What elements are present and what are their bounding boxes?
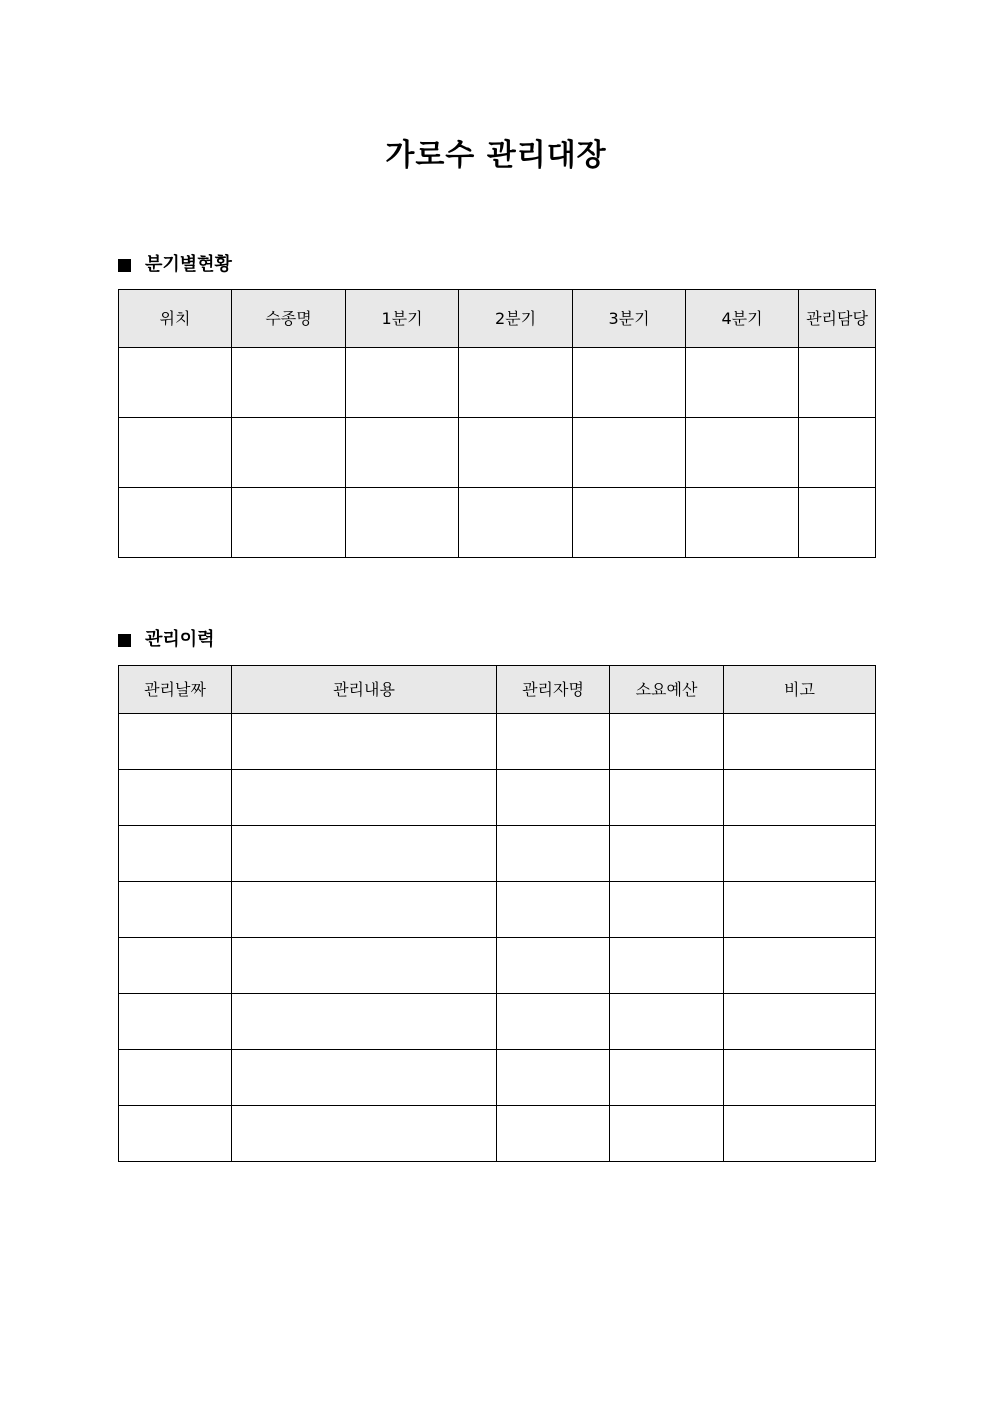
table-cell[interactable]: [497, 882, 610, 938]
table-cell[interactable]: [724, 882, 876, 938]
table-cell[interactable]: [724, 1050, 876, 1106]
table-cell[interactable]: [686, 348, 799, 418]
table-cell[interactable]: [119, 826, 232, 882]
table-row: [119, 994, 876, 1050]
column-header: 관리담당: [799, 290, 876, 348]
table-cell[interactable]: [232, 882, 497, 938]
table-cell[interactable]: [724, 714, 876, 770]
table-cell[interactable]: [232, 488, 346, 558]
table-cell[interactable]: [610, 770, 724, 826]
table-row: [119, 488, 876, 558]
column-header: 1분기: [346, 290, 459, 348]
table-cell[interactable]: [686, 418, 799, 488]
table-cell[interactable]: [232, 1106, 497, 1162]
table-cell[interactable]: [346, 348, 459, 418]
table-cell[interactable]: [119, 348, 232, 418]
table-cell[interactable]: [724, 1106, 876, 1162]
table-header-row: [119, 290, 876, 348]
table-header-row: [119, 666, 876, 714]
table-cell[interactable]: [497, 770, 610, 826]
document-title: 가로수 관리대장: [385, 138, 607, 173]
table-cell[interactable]: [119, 1106, 232, 1162]
table-cell[interactable]: [119, 714, 232, 770]
table-cell[interactable]: [610, 938, 724, 994]
section-heading-quarterly: [118, 252, 232, 278]
table-cell[interactable]: [610, 1050, 724, 1106]
table-cell[interactable]: [799, 418, 876, 488]
section-heading-label: 분기별현황: [145, 254, 232, 275]
square-bullet-icon: [118, 634, 131, 647]
table-cell[interactable]: [232, 770, 497, 826]
table-cell[interactable]: [610, 1106, 724, 1162]
table-cell[interactable]: [119, 1050, 232, 1106]
table-cell[interactable]: [497, 714, 610, 770]
table-cell[interactable]: [724, 994, 876, 1050]
table-row: [119, 1106, 876, 1162]
table-cell[interactable]: [497, 826, 610, 882]
table-cell[interactable]: [119, 938, 232, 994]
column-header: 2분기: [459, 290, 573, 348]
table-cell[interactable]: [119, 770, 232, 826]
table-cell[interactable]: [119, 994, 232, 1050]
table-row: [119, 348, 876, 418]
section-heading-label: 관리이력: [145, 629, 215, 650]
table-cell[interactable]: [497, 938, 610, 994]
table-cell[interactable]: [232, 714, 497, 770]
quarterly-status-table: [118, 289, 876, 558]
table-cell[interactable]: [610, 826, 724, 882]
table-cell[interactable]: [119, 488, 232, 558]
column-header: 관리자명: [497, 666, 610, 714]
column-header: 소요예산: [610, 666, 724, 714]
table-cell[interactable]: [686, 488, 799, 558]
table-cell[interactable]: [119, 882, 232, 938]
table-cell[interactable]: [119, 418, 232, 488]
square-bullet-icon: [118, 259, 131, 272]
column-header: 관리날짜: [119, 666, 232, 714]
table-row: [119, 1050, 876, 1106]
table-cell[interactable]: [459, 348, 573, 418]
table-row: [119, 418, 876, 488]
table-cell[interactable]: [346, 418, 459, 488]
section-heading-history: [118, 627, 215, 653]
table-cell[interactable]: [799, 348, 876, 418]
table-cell[interactable]: [724, 770, 876, 826]
table-cell[interactable]: [232, 938, 497, 994]
table-cell[interactable]: [232, 418, 346, 488]
table-cell[interactable]: [573, 488, 686, 558]
table-cell[interactable]: [232, 826, 497, 882]
column-header: 관리내용: [232, 666, 497, 714]
table-row: [119, 714, 876, 770]
table-cell[interactable]: [610, 882, 724, 938]
table-cell[interactable]: [573, 418, 686, 488]
table-cell[interactable]: [459, 418, 573, 488]
column-header: 수종명: [232, 290, 346, 348]
table-cell[interactable]: [497, 994, 610, 1050]
table-cell[interactable]: [232, 348, 346, 418]
table-cell[interactable]: [799, 488, 876, 558]
table-cell[interactable]: [232, 1050, 497, 1106]
table-cell[interactable]: [497, 1050, 610, 1106]
table-row: [119, 938, 876, 994]
table-cell[interactable]: [610, 994, 724, 1050]
table-cell[interactable]: [724, 938, 876, 994]
column-header: 3분기: [573, 290, 686, 348]
table-row: [119, 882, 876, 938]
table-cell[interactable]: [459, 488, 573, 558]
column-header: 4분기: [686, 290, 799, 348]
table-cell[interactable]: [610, 714, 724, 770]
table-row: [119, 826, 876, 882]
table-cell[interactable]: [232, 994, 497, 1050]
table-row: [119, 770, 876, 826]
management-history-table: [118, 665, 876, 1162]
column-header: 위치: [119, 290, 232, 348]
table-cell[interactable]: [573, 348, 686, 418]
column-header: 비고: [724, 666, 876, 714]
table-cell[interactable]: [724, 826, 876, 882]
table-cell[interactable]: [346, 488, 459, 558]
table-cell[interactable]: [497, 1106, 610, 1162]
